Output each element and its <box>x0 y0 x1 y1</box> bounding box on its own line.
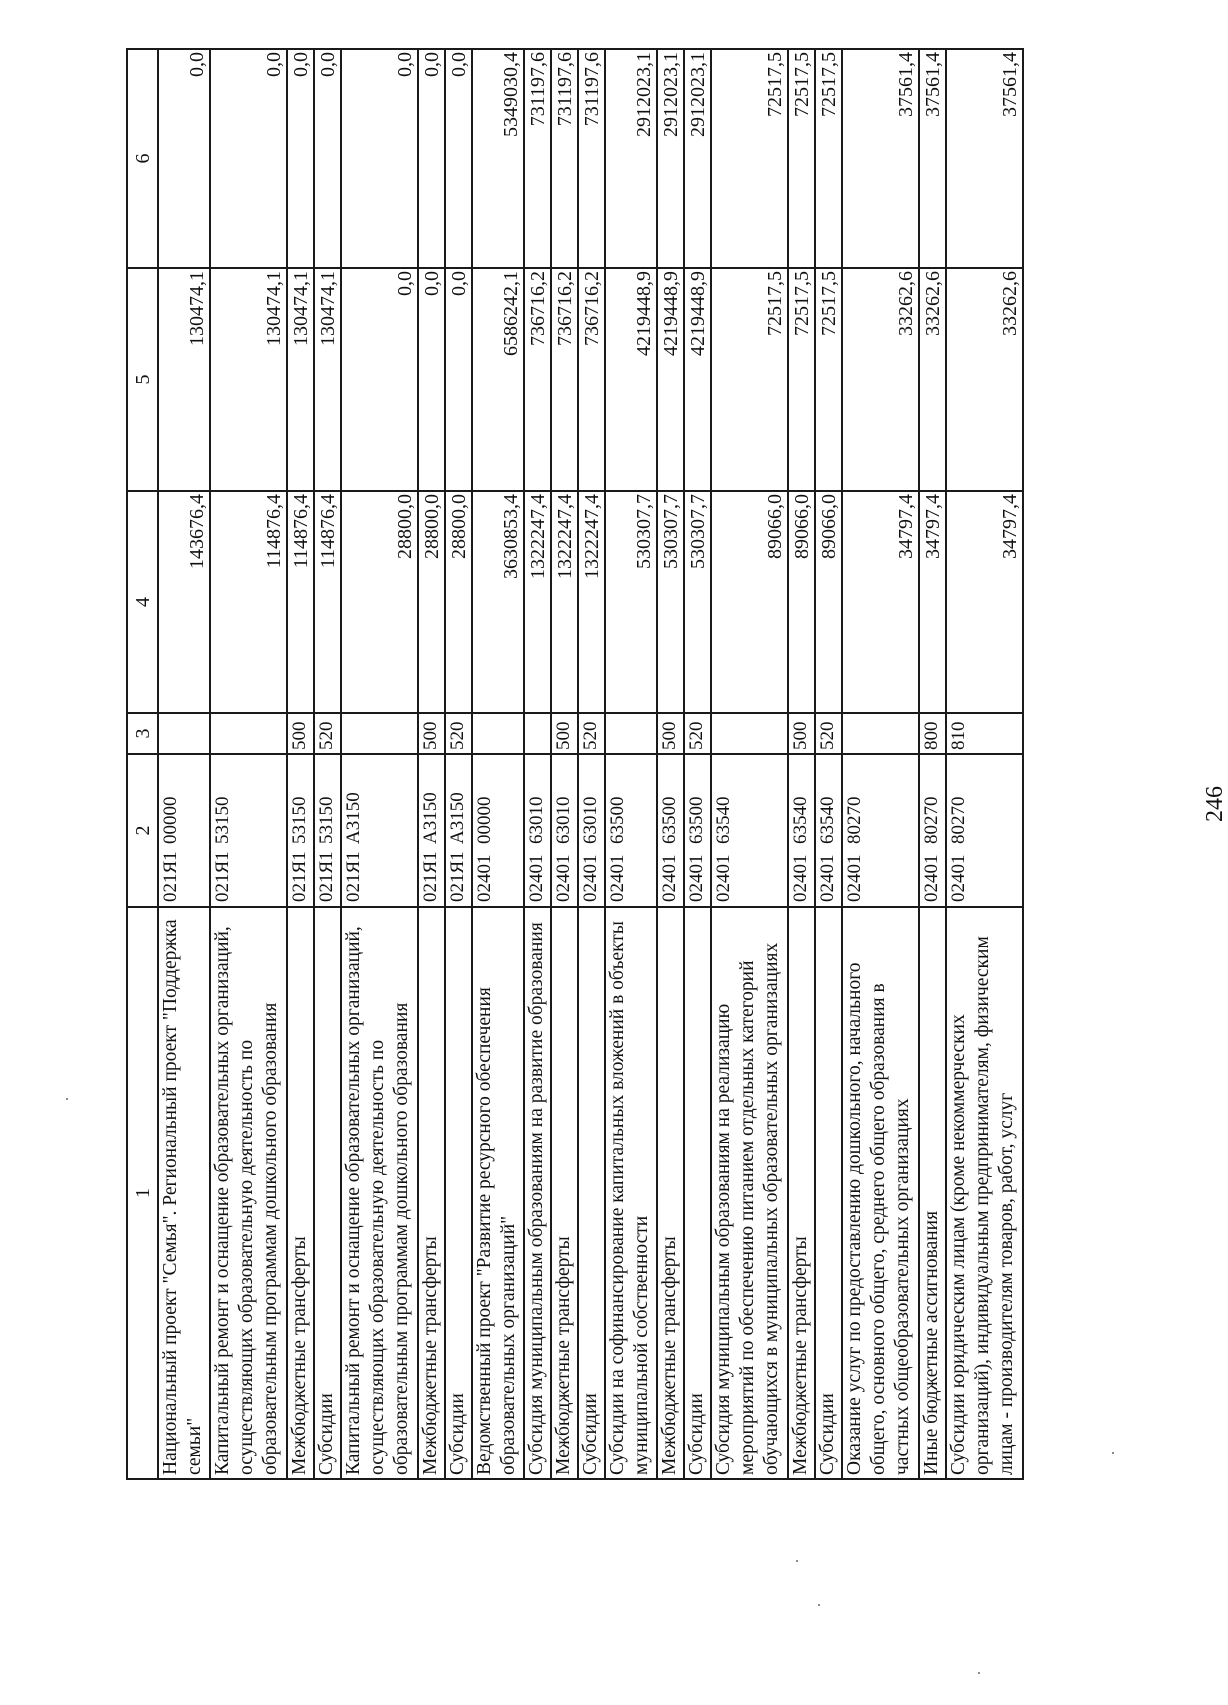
table-row <box>445 49 472 1479</box>
code-part-a: 02401 <box>526 854 547 902</box>
column-header: 3 <box>127 713 158 754</box>
row-name: Межбюджетные трансферты <box>657 907 684 1479</box>
row-name: Иные бюджетные ассигнования <box>919 907 946 1479</box>
code-part-a: 02401 <box>686 854 707 902</box>
target-code <box>919 754 946 907</box>
value-col-5: 0,0 <box>445 268 472 491</box>
value-col-4: 89066,0 <box>815 491 842 713</box>
table-row <box>551 49 578 1479</box>
code-part-b: 80270 <box>948 796 969 844</box>
value-col-4: 530307,7 <box>605 491 657 713</box>
table-row <box>314 49 341 1479</box>
value-col-6: 72517,5 <box>815 49 842 268</box>
column-header: 4 <box>127 491 158 713</box>
row-name: Субсидия муниципальным образованиям на реализацию мероприятий по обеспечению питанием отдельных категорий обучающихся в муниципальных образовательных организациях <box>711 907 788 1479</box>
value-col-6: 2912023,1 <box>657 49 684 268</box>
value-col-6: 0,0 <box>158 49 210 268</box>
table-row <box>287 49 314 1479</box>
target-code <box>842 754 919 907</box>
value-col-5: 4219448,9 <box>657 268 684 491</box>
table-row <box>684 49 711 1479</box>
target-code <box>551 754 578 907</box>
table-row <box>842 49 919 1479</box>
expense-type <box>158 713 210 754</box>
expense-type <box>341 713 418 754</box>
value-col-6: 37561,4 <box>946 49 1023 268</box>
expense-type: 500 <box>657 713 684 754</box>
value-col-4: 34797,4 <box>842 491 919 713</box>
target-code <box>684 754 711 907</box>
code-part-b: А3150 <box>343 792 364 844</box>
column-number-row <box>127 49 158 1479</box>
value-col-5: 0,0 <box>418 268 445 491</box>
row-name: Межбюджетные трансферты <box>418 907 445 1479</box>
code-part-a: 021Я1 <box>343 851 364 902</box>
value-col-5: 72517,5 <box>711 268 788 491</box>
table-row <box>815 49 842 1479</box>
value-col-5: 6586242,1 <box>472 268 524 491</box>
target-code <box>524 754 551 907</box>
code-part-a: 02401 <box>948 854 969 902</box>
value-col-6: 0,0 <box>287 49 314 268</box>
expense-type: 500 <box>287 713 314 754</box>
value-col-6: 0,0 <box>341 49 418 268</box>
code-part-b: 63010 <box>580 796 601 844</box>
row-name: Межбюджетные трансферты <box>551 907 578 1479</box>
code-part-b: 63540 <box>790 796 811 844</box>
row-name: Оказание услуг по предоставлению дошкольного, начального общего, основного общего, среднего общего образования в частных общеобразовательных организациях <box>842 907 919 1479</box>
value-col-5: 33262,6 <box>919 268 946 491</box>
value-col-5: 130474,1 <box>314 268 341 491</box>
code-part-b: 63540 <box>713 796 734 844</box>
target-code <box>445 754 472 907</box>
value-col-5: 0,0 <box>341 268 418 491</box>
value-col-4: 114876,4 <box>314 491 341 713</box>
code-part-b: А3150 <box>420 792 441 844</box>
row-name: Субсидии <box>445 907 472 1479</box>
expense-type: 800 <box>919 713 946 754</box>
value-col-4: 34797,4 <box>919 491 946 713</box>
value-col-6: 731197,6 <box>551 49 578 268</box>
row-name: Субсидии <box>684 907 711 1479</box>
expense-type: 810 <box>946 713 1023 754</box>
value-col-4: 1322247,4 <box>551 491 578 713</box>
expense-type: 520 <box>445 713 472 754</box>
row-name: Субсидии на софинансирование капитальных вложений в объекты муниципальной собственности <box>605 907 657 1479</box>
table-row <box>524 49 551 1479</box>
target-code <box>341 754 418 907</box>
target-code <box>788 754 815 907</box>
value-col-4: 28800,0 <box>341 491 418 713</box>
value-col-6: 2912023,1 <box>605 49 657 268</box>
value-col-6: 37561,4 <box>842 49 919 268</box>
table-row <box>210 49 287 1479</box>
code-part-b: 80270 <box>844 796 865 844</box>
table-row <box>919 49 946 1479</box>
row-name: Капитальный ремонт и оснащение образовательных организаций, осуществляющих образовательную деятельность по образовательным программам дошкольного образования <box>210 907 287 1479</box>
table-row <box>605 49 657 1479</box>
row-name: Субсидии <box>815 907 842 1479</box>
value-col-4: 28800,0 <box>418 491 445 713</box>
column-header: 6 <box>127 49 158 268</box>
value-col-5: 736716,2 <box>551 268 578 491</box>
code-part-b: 00000 <box>160 796 181 844</box>
code-part-a: 021Я1 <box>420 851 441 902</box>
value-col-4: 28800,0 <box>445 491 472 713</box>
target-code <box>946 754 1023 907</box>
target-code <box>418 754 445 907</box>
row-name: Межбюджетные трансферты <box>287 907 314 1479</box>
code-part-a: 02401 <box>817 854 838 902</box>
code-part-b: А3150 <box>447 792 468 844</box>
expense-type <box>524 713 551 754</box>
value-col-5: 130474,1 <box>210 268 287 491</box>
value-col-5: 72517,5 <box>788 268 815 491</box>
value-col-6: 0,0 <box>418 49 445 268</box>
value-col-6: 0,0 <box>445 49 472 268</box>
target-code <box>578 754 605 907</box>
value-col-4: 530307,7 <box>657 491 684 713</box>
code-part-b: 63010 <box>553 796 574 844</box>
code-part-b: 63010 <box>526 796 547 844</box>
target-code <box>314 754 341 907</box>
budget-table <box>126 48 1024 1480</box>
row-name: Субсидии <box>578 907 605 1479</box>
target-code <box>815 754 842 907</box>
expense-type: 500 <box>551 713 578 754</box>
table-row <box>711 49 788 1479</box>
target-code <box>657 754 684 907</box>
code-part-a: 02401 <box>921 854 942 902</box>
value-col-4: 89066,0 <box>788 491 815 713</box>
table-row <box>946 49 1023 1479</box>
code-part-b: 63500 <box>607 796 628 844</box>
value-col-6: 0,0 <box>210 49 287 268</box>
value-col-5: 72517,5 <box>815 268 842 491</box>
expense-type: 520 <box>578 713 605 754</box>
row-name: Национальный проект "Семья". Региональный проект "Поддержка семьи" <box>158 907 210 1479</box>
code-part-a: 021Я1 <box>212 851 233 902</box>
row-name: Субсидии юридическим лицам (кроме некоммерческих организаций), индивидуальным предпринимателям, физическим лицам - производителям товаров, работ, услуг <box>946 907 1023 1479</box>
value-col-4: 1322247,4 <box>524 491 551 713</box>
expense-type <box>210 713 287 754</box>
value-col-5: 736716,2 <box>524 268 551 491</box>
expense-type: 520 <box>314 713 341 754</box>
code-part-b: 63540 <box>817 796 838 844</box>
table-row <box>657 49 684 1479</box>
value-col-5: 4219448,9 <box>684 268 711 491</box>
code-part-a: 021Я1 <box>160 851 181 902</box>
value-col-4: 530307,7 <box>684 491 711 713</box>
code-part-b: 53150 <box>212 796 233 844</box>
expense-type: 520 <box>684 713 711 754</box>
value-col-5: 736716,2 <box>578 268 605 491</box>
code-part-a: 02401 <box>474 854 495 902</box>
value-col-6: 731197,6 <box>578 49 605 268</box>
column-header: 1 <box>127 907 158 1479</box>
expense-type: 500 <box>788 713 815 754</box>
code-part-b: 00000 <box>474 796 495 844</box>
code-part-a: 02401 <box>580 854 601 902</box>
code-part-a: 021Я1 <box>316 851 337 902</box>
table-row <box>341 49 418 1479</box>
table-row <box>788 49 815 1479</box>
target-code <box>287 754 314 907</box>
row-name: Капитальный ремонт и оснащение образовательных организаций, осуществляющих образовательную деятельность по образовательным программам дошкольного образования <box>341 907 418 1479</box>
value-col-5: 33262,6 <box>946 268 1023 491</box>
code-part-a: 02401 <box>713 854 734 902</box>
code-part-b: 80270 <box>921 796 942 844</box>
value-col-4: 89066,0 <box>711 491 788 713</box>
value-col-6: 731197,6 <box>524 49 551 268</box>
code-part-b: 53150 <box>316 796 337 844</box>
row-name: Ведомственный проект "Развитие ресурсного обеспечения образовательных организаций" <box>472 907 524 1479</box>
expense-type <box>472 713 524 754</box>
code-part-b: 63500 <box>659 796 680 844</box>
expense-type: 500 <box>418 713 445 754</box>
target-code <box>158 754 210 907</box>
value-col-4: 34797,4 <box>946 491 1023 713</box>
target-code <box>472 754 524 907</box>
row-name: Субсидия муниципальным образованиям на развитие образования <box>524 907 551 1479</box>
expense-type <box>711 713 788 754</box>
code-part-a: 02401 <box>790 854 811 902</box>
page-number: 246 <box>1202 786 1228 822</box>
code-part-a: 021Я1 <box>289 851 310 902</box>
scan-speck <box>978 1672 980 1674</box>
value-col-4: 3630853,4 <box>472 491 524 713</box>
column-header: 5 <box>127 268 158 491</box>
code-part-a: 02401 <box>553 854 574 902</box>
column-header: 2 <box>127 754 158 907</box>
value-col-4: 143676,4 <box>158 491 210 713</box>
value-col-6: 72517,5 <box>788 49 815 268</box>
target-code <box>711 754 788 907</box>
value-col-6: 5349030,4 <box>472 49 524 268</box>
table-row <box>418 49 445 1479</box>
target-code <box>210 754 287 907</box>
code-part-b: 53150 <box>289 796 310 844</box>
value-col-5: 130474,1 <box>287 268 314 491</box>
value-col-5: 130474,1 <box>158 268 210 491</box>
expense-type: 520 <box>815 713 842 754</box>
value-col-5: 4219448,9 <box>605 268 657 491</box>
code-part-a: 02401 <box>844 854 865 902</box>
value-col-6: 2912023,1 <box>684 49 711 268</box>
value-col-4: 114876,4 <box>287 491 314 713</box>
row-name: Субсидии <box>314 907 341 1479</box>
scan-speck <box>66 1098 68 1100</box>
code-part-a: 02401 <box>659 854 680 902</box>
row-name: Межбюджетные трансферты <box>788 907 815 1479</box>
code-part-a: 021Я1 <box>447 851 468 902</box>
table-row <box>578 49 605 1479</box>
value-col-6: 72517,5 <box>711 49 788 268</box>
code-part-b: 63500 <box>686 796 707 844</box>
value-col-4: 114876,4 <box>210 491 287 713</box>
code-part-a: 02401 <box>607 854 628 902</box>
target-code <box>605 754 657 907</box>
table-row <box>158 49 210 1479</box>
expense-type <box>605 713 657 754</box>
scan-speck <box>796 1560 798 1562</box>
scan-speck <box>818 1604 820 1606</box>
value-col-5: 33262,6 <box>842 268 919 491</box>
value-col-6: 37561,4 <box>919 49 946 268</box>
rotated-page-content <box>126 50 1228 1480</box>
value-col-6: 0,0 <box>314 49 341 268</box>
table-row <box>472 49 524 1479</box>
expense-type <box>842 713 919 754</box>
value-col-4: 1322247,4 <box>578 491 605 713</box>
